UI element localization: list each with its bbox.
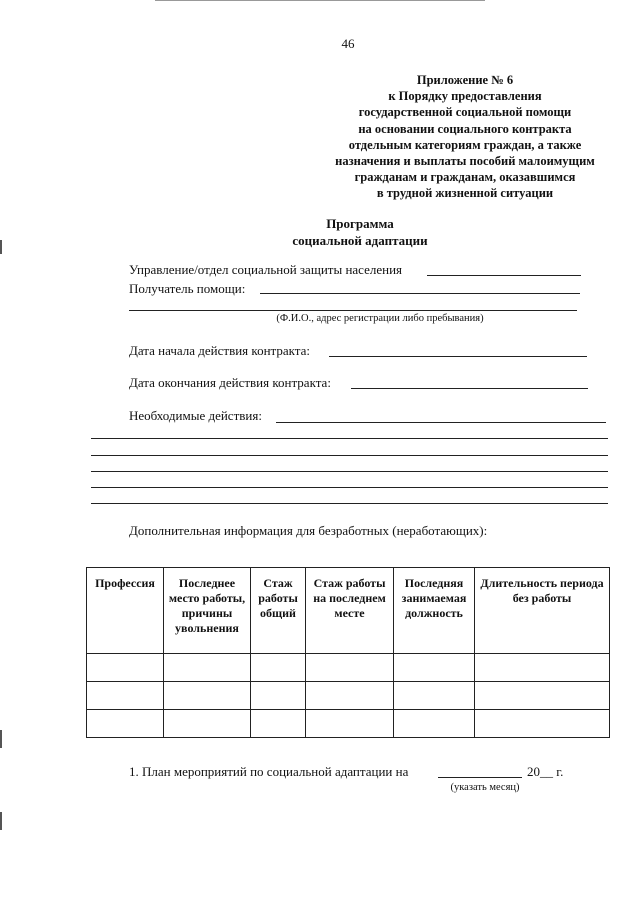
- table-header-row: [87, 568, 610, 654]
- table-cell[interactable]: [394, 682, 475, 710]
- actions-field-line[interactable]: [276, 422, 606, 423]
- actions-line[interactable]: [91, 455, 608, 456]
- header-profession: Профессия: [87, 568, 164, 654]
- plan-month-note: (указать месяц): [450, 782, 520, 793]
- table-row: [87, 710, 610, 738]
- scan-left-edge-mark: [0, 240, 2, 254]
- appendix-line: в трудной жизненной ситуации: [376, 186, 554, 201]
- title-line: Программа: [326, 216, 394, 231]
- table-cell[interactable]: [394, 654, 475, 682]
- table-cell[interactable]: [306, 710, 394, 738]
- actions-line[interactable]: [91, 487, 608, 488]
- scan-left-edge-mark: [0, 730, 2, 748]
- plan-label: 1. План мероприятий по социальной адаптации на: [129, 764, 409, 779]
- table-cell[interactable]: [394, 710, 475, 738]
- appendix-header: [300, 72, 630, 202]
- start-date-field-line[interactable]: [329, 356, 587, 357]
- table-cell[interactable]: [475, 654, 610, 682]
- department-field-line[interactable]: [427, 275, 581, 276]
- recipient-field-line[interactable]: [260, 293, 580, 294]
- table-cell[interactable]: [475, 682, 610, 710]
- plan-year: 20__ г.: [527, 764, 564, 779]
- scan-left-edge-mark: [0, 812, 2, 830]
- page-number: 46: [341, 36, 355, 51]
- table-cell[interactable]: [306, 682, 394, 710]
- appendix-line: отдельным категориям граждан, а также: [348, 137, 582, 152]
- appendix-line: назначения и выплаты пособий малоимущим: [335, 154, 595, 169]
- appendix-line: на основании социального контракта: [358, 121, 572, 136]
- recipient-field-line-2[interactable]: [129, 310, 577, 311]
- table-cell[interactable]: [251, 682, 306, 710]
- unemployed-info-label: Дополнительная информация для безработных (неработающих):: [129, 523, 488, 538]
- end-date-field-line[interactable]: [351, 388, 588, 389]
- end-date-label: Дата окончания действия контракта:: [129, 375, 331, 390]
- appendix-line: государственной социальной помощи: [358, 105, 572, 120]
- actions-label: Необходимые действия:: [129, 408, 262, 423]
- header-last-experience: Стаж работы на последнем месте: [306, 568, 394, 654]
- table-cell[interactable]: [87, 654, 164, 682]
- table-cell[interactable]: [87, 682, 164, 710]
- table-cell[interactable]: [164, 710, 251, 738]
- table-row: [87, 682, 610, 710]
- title-line: социальной адаптации: [292, 233, 428, 248]
- table-cell[interactable]: [251, 654, 306, 682]
- table-cell[interactable]: [87, 710, 164, 738]
- plan-month-field-line[interactable]: [438, 777, 522, 778]
- appendix-line: гражданам и гражданам, оказавшимся: [354, 170, 576, 185]
- start-date-label: Дата начала действия контракта:: [129, 343, 311, 358]
- header-total-experience: Стаж работы общий: [251, 568, 306, 654]
- header-last-workplace: Последнее место работы, причины увольнения: [164, 568, 251, 654]
- table-row: [87, 654, 610, 682]
- table-cell[interactable]: [251, 710, 306, 738]
- appendix-line: к Порядку предоставления: [388, 89, 542, 104]
- header-unemployment-duration: Длительность периода без работы: [475, 568, 610, 654]
- header-last-position: Последняя занимаемая должность: [394, 568, 475, 654]
- actions-line[interactable]: [91, 438, 608, 439]
- actions-line[interactable]: [91, 503, 608, 504]
- actions-line[interactable]: [91, 471, 608, 472]
- recipient-label: Получатель помощи:: [129, 281, 246, 296]
- scan-top-edge-line: [155, 0, 485, 1]
- unemployment-table: [86, 567, 610, 738]
- table-cell[interactable]: [475, 710, 610, 738]
- table-cell[interactable]: [164, 682, 251, 710]
- table-cell[interactable]: [306, 654, 394, 682]
- department-label: Управление/отдел социальной защиты населения: [129, 262, 403, 277]
- document-title: [220, 215, 500, 249]
- recipient-caption: (Ф.И.О., адрес регистрации либо пребывания): [276, 313, 484, 324]
- appendix-line: Приложение № 6: [416, 73, 514, 87]
- table-cell[interactable]: [164, 654, 251, 682]
